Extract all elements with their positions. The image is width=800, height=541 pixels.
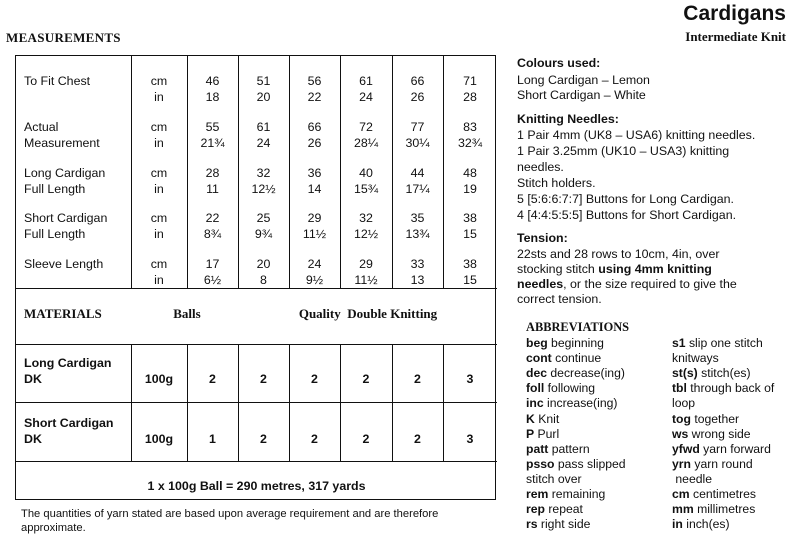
abbreviation-item xyxy=(526,366,625,381)
measurement-value: 8 xyxy=(260,272,267,287)
tension-line xyxy=(517,277,737,292)
measurement-value: 24 xyxy=(307,257,322,271)
abbreviation-code: beg xyxy=(526,336,548,350)
measurement-label: Long Cardigan xyxy=(24,166,106,180)
measurement-label: Full Length xyxy=(24,181,86,196)
measurement-value: 28 xyxy=(205,166,220,180)
material-balls-value: 2 xyxy=(362,372,370,386)
abbreviation-item xyxy=(526,381,595,396)
abbreviation-code: rem xyxy=(526,487,549,501)
needles-line: Stitch holders. xyxy=(517,176,596,190)
abbreviation-item xyxy=(526,396,617,411)
abbreviation-code: cm xyxy=(672,487,690,501)
abbreviation-code: rep xyxy=(526,502,545,517)
needles-line: needles. xyxy=(517,160,564,174)
measurement-label: Sleeve Length xyxy=(24,257,104,271)
abbreviation-item xyxy=(526,517,590,532)
material-balls-value: 2 xyxy=(209,372,216,386)
measurement-value: 32 xyxy=(256,166,271,180)
abbreviation-item xyxy=(526,442,590,457)
measurement-value: 33 xyxy=(410,257,425,271)
abbreviation-item xyxy=(526,502,583,517)
grid-hline xyxy=(16,461,497,462)
needles-line: 4 [4:4:5:5:5] Buttons for Short Cardigan. xyxy=(517,208,737,222)
measurement-value: 66 xyxy=(307,120,322,134)
measurements-heading: MEASUREMENTS xyxy=(6,30,121,45)
measurement-value: 13¾ xyxy=(405,226,430,241)
abbreviation-meaning: yarn forward xyxy=(699,441,771,456)
measurement-value: 66 xyxy=(410,74,425,88)
tension-text: stocking stitch xyxy=(517,262,599,276)
unit-label: cm xyxy=(150,120,168,134)
abbreviation-code: tbl xyxy=(672,381,687,396)
needles-heading: Knitting Needles: xyxy=(517,112,619,126)
material-label: DK xyxy=(24,431,42,446)
abbreviation-meaning: needle xyxy=(672,471,712,486)
abbreviation-meaning: yarn round xyxy=(690,456,753,471)
abbreviation-item xyxy=(672,381,774,396)
grid-vline xyxy=(131,56,132,288)
measurement-label: Short Cardigan xyxy=(24,211,108,225)
abbreviation-item xyxy=(672,396,695,411)
measurement-value: 29 xyxy=(359,257,373,271)
measurement-value: 29 xyxy=(307,211,322,225)
abbreviation-item xyxy=(526,457,626,472)
abbreviation-meaning: centimetres xyxy=(689,487,757,501)
measurement-value: 48 xyxy=(463,166,477,180)
measurement-value: 17 xyxy=(205,257,220,271)
colours-heading: Colours used: xyxy=(517,56,601,70)
abbreviation-code: st(s) xyxy=(672,366,698,381)
measurement-value: 14 xyxy=(307,181,322,196)
abbreviation-meaning: Purl xyxy=(534,426,560,441)
abbreviation-meaning: stitch over xyxy=(526,471,582,486)
abbreviation-item xyxy=(672,517,730,532)
material-balls-value: 2 xyxy=(414,432,421,446)
abbreviation-item xyxy=(672,366,751,381)
measurement-value: 83 xyxy=(463,120,477,134)
abbreviation-meaning: right side xyxy=(537,517,591,532)
measurement-value: 61 xyxy=(359,74,373,88)
page-subtitle: Intermediate Knit xyxy=(685,29,786,44)
material-balls-value: 2 xyxy=(311,372,318,386)
tension-line xyxy=(517,262,712,277)
unit-label: cm xyxy=(150,166,168,180)
measurement-value: 15 xyxy=(463,272,477,287)
measurements-materials-table xyxy=(15,55,496,500)
tension-emphasis: using 4mm knitting xyxy=(598,262,712,276)
abbreviation-code: ws xyxy=(672,426,689,441)
abbreviation-meaning: decrease(ing) xyxy=(547,366,625,381)
grid-hline xyxy=(16,288,497,289)
footnote xyxy=(21,507,438,535)
measurement-value: 13 xyxy=(410,272,425,287)
measurement-value: 36 xyxy=(307,166,322,180)
materials-heading: MATERIALS xyxy=(24,306,102,321)
measurement-value: 77 xyxy=(410,120,425,134)
ball-note: 1 x 100g Ball = 290 metres, 317 yards xyxy=(147,479,366,493)
material-label: DK xyxy=(24,371,42,386)
measurement-value: 20 xyxy=(256,257,271,271)
measurement-label: Full Length xyxy=(24,226,86,241)
abbreviation-code: rs xyxy=(526,517,538,532)
abbreviations-heading: ABBREVIATIONS xyxy=(526,320,630,334)
measurement-value: 15¾ xyxy=(353,181,379,196)
unit-label: cm xyxy=(150,211,168,225)
tension-line: correct tension. xyxy=(517,292,602,306)
measurement-value: 26 xyxy=(307,135,322,150)
abbreviation-meaning: following xyxy=(544,381,596,396)
abbreviation-meaning: repeat xyxy=(544,502,583,517)
measurement-value: 9½ xyxy=(305,272,324,287)
abbreviation-meaning: increase(ing) xyxy=(543,396,618,411)
measurement-value: 38 xyxy=(463,257,477,271)
measurement-value: 22 xyxy=(307,89,322,104)
unit-label: cm xyxy=(150,257,168,271)
unit-label: in xyxy=(154,226,164,241)
unit-label: in xyxy=(154,272,164,287)
unit-label: in xyxy=(154,135,164,150)
footnote-line: approximate. xyxy=(21,522,86,534)
grid-hline xyxy=(16,344,497,345)
abbreviation-code: inc xyxy=(526,396,544,411)
unit-label: cm xyxy=(150,74,168,88)
abbreviation-item xyxy=(526,412,559,427)
measurement-value: 12½ xyxy=(251,181,276,196)
abbreviation-item xyxy=(526,472,582,487)
abbreviation-code: K xyxy=(526,411,535,426)
needles-line: 1 Pair 4mm (UK8 – USA6) knitting needles. xyxy=(517,128,756,142)
abbreviation-code: patt xyxy=(526,441,549,456)
material-balls-value: 2 xyxy=(362,432,370,446)
abbreviation-item xyxy=(526,336,604,351)
abbreviation-item xyxy=(526,427,559,442)
abbreviation-meaning: slip one stitch xyxy=(685,336,763,350)
measurement-value: 15 xyxy=(463,226,477,241)
abbreviation-code: yfwd xyxy=(672,441,700,456)
abbreviation-meaning: loop xyxy=(672,396,696,411)
measurement-value: 11 xyxy=(206,181,219,196)
measurement-value: 55 xyxy=(205,120,220,134)
footnote-line: The quantities of yarn stated are based upon average requirement and are therefore xyxy=(21,508,439,520)
measurement-label: Actual xyxy=(24,120,59,134)
abbreviation-meaning: remaining xyxy=(548,487,606,501)
measurement-value: 38 xyxy=(463,211,477,225)
material-balls-value: 2 xyxy=(414,372,421,386)
abbreviation-item xyxy=(672,351,719,366)
grid-hline xyxy=(16,402,497,403)
material-weight: 100g xyxy=(144,372,174,386)
measurement-value: 26 xyxy=(410,89,425,104)
abbreviation-meaning: wrong side xyxy=(688,426,751,441)
tension-line: 22sts and 28 rows to 10cm, 4in, over xyxy=(517,247,720,261)
abbreviation-meaning: through back of xyxy=(686,381,775,396)
measurement-value: 19 xyxy=(463,181,477,196)
material-balls-value: 1 xyxy=(209,432,216,446)
material-balls-value: 2 xyxy=(260,432,267,446)
measurement-value: 40 xyxy=(359,166,373,180)
measurement-value: 44 xyxy=(410,166,425,180)
measurement-value: 56 xyxy=(307,74,322,88)
measurement-value: 11½ xyxy=(302,226,327,241)
abbreviation-meaning: pass slipped xyxy=(554,456,626,471)
measurement-value: 30¼ xyxy=(405,135,430,150)
measurement-value: 17¼ xyxy=(405,181,430,196)
measurement-value: 24 xyxy=(256,135,271,150)
abbreviation-code: dec xyxy=(526,366,548,381)
material-balls-value: 2 xyxy=(311,432,318,446)
abbreviation-item xyxy=(672,336,763,351)
measurement-value: 28¼ xyxy=(353,135,379,150)
abbreviation-code: psso xyxy=(526,456,555,471)
balls-label: Balls xyxy=(173,306,201,321)
tension-text: , or the size required to give the xyxy=(563,277,737,291)
measurement-value: 61 xyxy=(256,120,271,134)
measurement-value: 9¾ xyxy=(254,226,273,241)
material-balls-value: 3 xyxy=(466,432,474,446)
measurement-value: 6½ xyxy=(203,272,222,287)
abbreviation-meaning: continue xyxy=(551,351,602,366)
colours-line: Short Cardigan – White xyxy=(517,88,646,102)
material-label: Long Cardigan xyxy=(24,356,112,370)
abbreviation-code: tog xyxy=(672,411,691,426)
abbreviation-item xyxy=(672,457,753,472)
measurement-value: 20 xyxy=(256,89,271,104)
abbreviation-meaning: knitways xyxy=(672,351,719,366)
grid-vline xyxy=(443,56,444,288)
tension-heading: Tension: xyxy=(517,231,568,245)
page-title: Cardigans xyxy=(683,2,786,25)
measurement-value: 11½ xyxy=(354,272,378,287)
unit-label: in xyxy=(154,181,164,196)
abbreviation-item xyxy=(672,427,751,442)
abbreviation-meaning: inch(es) xyxy=(682,517,730,532)
quality-label: Quality Double Knitting xyxy=(298,306,438,321)
abbreviation-item xyxy=(526,487,605,502)
abbreviation-item xyxy=(672,502,755,517)
abbreviation-meaning: together xyxy=(690,411,740,426)
colours-line: Long Cardigan – Lemon xyxy=(517,73,650,87)
abbreviation-code: mm xyxy=(672,502,694,517)
unit-label: in xyxy=(154,89,164,104)
measurement-label: Measurement xyxy=(24,135,100,150)
measurement-value: 25 xyxy=(256,211,271,225)
abbreviation-meaning: beginning xyxy=(547,336,604,350)
measurement-value: 32¾ xyxy=(457,135,483,150)
abbreviation-item xyxy=(672,442,771,457)
abbreviation-meaning: Knit xyxy=(534,411,560,426)
measurement-value: 8¾ xyxy=(203,226,222,241)
measurement-value: 71 xyxy=(463,74,477,88)
measurement-value: 24 xyxy=(359,89,373,104)
measurement-value: 35 xyxy=(410,211,425,225)
abbreviation-code: yrn xyxy=(672,456,691,471)
measurement-value: 32 xyxy=(359,211,373,225)
material-balls-value: 2 xyxy=(260,372,267,386)
abbreviation-item xyxy=(672,472,712,487)
abbreviation-code: cont xyxy=(526,351,552,366)
measurement-value: 51 xyxy=(256,74,271,88)
abbreviation-code: foll xyxy=(526,381,545,396)
measurement-value: 22 xyxy=(205,211,220,225)
measurement-label: To Fit Chest xyxy=(24,74,91,88)
measurement-value: 12½ xyxy=(353,226,379,241)
measurement-value: 18 xyxy=(205,89,220,104)
tension-emphasis: needles xyxy=(517,277,564,291)
material-label: Short Cardigan xyxy=(24,416,114,430)
abbreviation-code: in xyxy=(672,517,683,532)
material-weight: 100g xyxy=(144,432,174,446)
measurement-value: 28 xyxy=(463,89,477,104)
abbreviation-item xyxy=(526,351,601,366)
needles-line: 1 Pair 3.25mm (UK10 – USA3) knitting xyxy=(517,144,730,158)
abbreviation-meaning: pattern xyxy=(548,441,590,456)
measurement-value: 72 xyxy=(359,120,373,134)
abbreviation-meaning: stitch(es) xyxy=(697,366,751,381)
abbreviation-code: P xyxy=(526,426,535,441)
abbreviation-meaning: millimetres xyxy=(693,502,756,517)
measurement-value: 21¾ xyxy=(200,135,225,150)
material-balls-value: 3 xyxy=(466,372,474,386)
needles-line: 5 [5:6:6:7:7] Buttons for Long Cardigan. xyxy=(517,192,734,206)
abbreviation-item xyxy=(672,412,739,427)
measurement-value: 46 xyxy=(205,74,220,88)
abbreviation-code: s1 xyxy=(672,336,686,350)
abbreviation-item xyxy=(672,487,756,502)
